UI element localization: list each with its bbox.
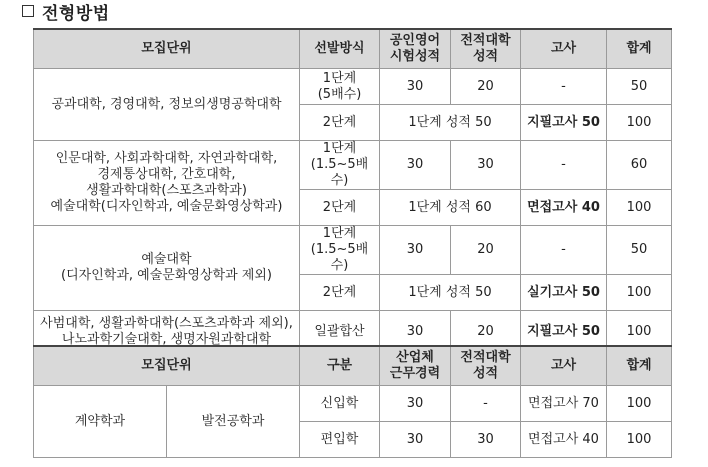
- exam-cell: 지필고사 50: [521, 105, 607, 141]
- grade-cell: -: [451, 386, 521, 422]
- method-cell: 2단계: [300, 105, 380, 141]
- header-english: [380, 29, 451, 69]
- grade-cell: 30: [451, 141, 521, 190]
- method-cell: 일괄합산: [300, 311, 380, 353]
- grade-cell: 20: [451, 311, 521, 353]
- total-cell: 100: [607, 386, 672, 422]
- grade-cell: 20: [451, 69, 521, 105]
- header-unit: 모집단위: [34, 346, 300, 386]
- grade-cell: 20: [451, 226, 521, 275]
- english-cell: 30: [380, 69, 451, 105]
- career-cell: 30: [380, 422, 451, 458]
- total-cell: 60: [607, 141, 672, 190]
- header-grade-text: 전적대학 성적: [460, 33, 511, 64]
- career-cell: 30: [380, 386, 451, 422]
- header-type: 구분: [300, 346, 380, 386]
- header-grade-text: 전적대학 성적: [460, 350, 511, 381]
- exam-cell: -: [521, 226, 607, 275]
- header-method: 선발방식: [300, 29, 380, 69]
- header-career-text: 산업체 근무경력: [389, 350, 441, 381]
- method-cell: 1단계 (1.5~5배수): [300, 141, 380, 190]
- exam-cell: 면접고사 40: [521, 190, 607, 226]
- checkbox-icon: [22, 5, 34, 17]
- total-cell: 100: [607, 311, 672, 353]
- exam-cell: 지필고사 50: [521, 311, 607, 353]
- header-unit: 모집단위: [34, 29, 300, 69]
- english-cell: 30: [380, 226, 451, 275]
- table-row: [34, 141, 672, 190]
- header-exam: 고사: [521, 346, 607, 386]
- dept-cell: 발전공학과: [167, 386, 300, 458]
- table-row: [34, 386, 672, 422]
- total-cell: 50: [607, 226, 672, 275]
- type-cell: 신입학: [300, 386, 380, 422]
- total-cell: 100: [607, 190, 672, 226]
- header-grade: [451, 29, 521, 69]
- type-cell: 편입학: [300, 422, 380, 458]
- total-cell: 100: [607, 105, 672, 141]
- section-title: 전형방법: [42, 3, 110, 24]
- exam-cell: 면접고사 70: [521, 386, 607, 422]
- stage1-score-cell: 1단계 성적 60: [380, 190, 521, 226]
- stage1-score-cell: 1단계 성적 50: [380, 105, 521, 141]
- unit-cell: 공과대학, 경영대학, 정보의생명공학대학: [34, 69, 300, 141]
- selection-method-table: [33, 28, 672, 353]
- exam-cell: 실기고사 50: [521, 275, 607, 311]
- stage1-score-cell: 1단계 성적 50: [380, 275, 521, 311]
- method-cell: 1단계 (5배수): [300, 69, 380, 105]
- contract-dept-table: [33, 345, 672, 458]
- exam-cell: -: [521, 69, 607, 105]
- header-english-text: 공인영어 시험성적: [389, 33, 441, 64]
- exam-cell: 면접고사 40: [521, 422, 607, 458]
- table-row: [34, 69, 672, 105]
- table-row: [34, 226, 672, 275]
- method-cell: 2단계: [300, 275, 380, 311]
- unit-cell: 예술대학 (디자인학과, 예술문화영상학과 제외): [34, 226, 300, 311]
- total-cell: 100: [607, 422, 672, 458]
- method-cell: 2단계: [300, 190, 380, 226]
- header-career: [380, 346, 451, 386]
- english-cell: 30: [380, 141, 451, 190]
- header-total: 합계: [607, 29, 672, 69]
- unit-cell: 인문대학, 사회과학대학, 자연과학대학, 경제통상대학, 간호대학, 생활과학대학(스포츠과학과) 예술대학(디자인학과, 예술문화영상학과): [34, 141, 300, 226]
- method-cell: 1단계 (1.5~5배수): [300, 226, 380, 275]
- section-heading: [22, 0, 110, 22]
- header-grade: [451, 346, 521, 386]
- unit-cell: 사범대학, 생활과학대학(스포츠과학과 제외), 나노과학기술대학, 생명자원과학대학: [34, 311, 300, 353]
- exam-cell: -: [521, 141, 607, 190]
- college-cell: 계약학과: [34, 386, 167, 458]
- total-cell: 50: [607, 69, 672, 105]
- total-cell: 100: [607, 275, 672, 311]
- grade-cell: 30: [451, 422, 521, 458]
- header-exam: 고사: [521, 29, 607, 69]
- header-total: 합계: [607, 346, 672, 386]
- english-cell: 30: [380, 311, 451, 353]
